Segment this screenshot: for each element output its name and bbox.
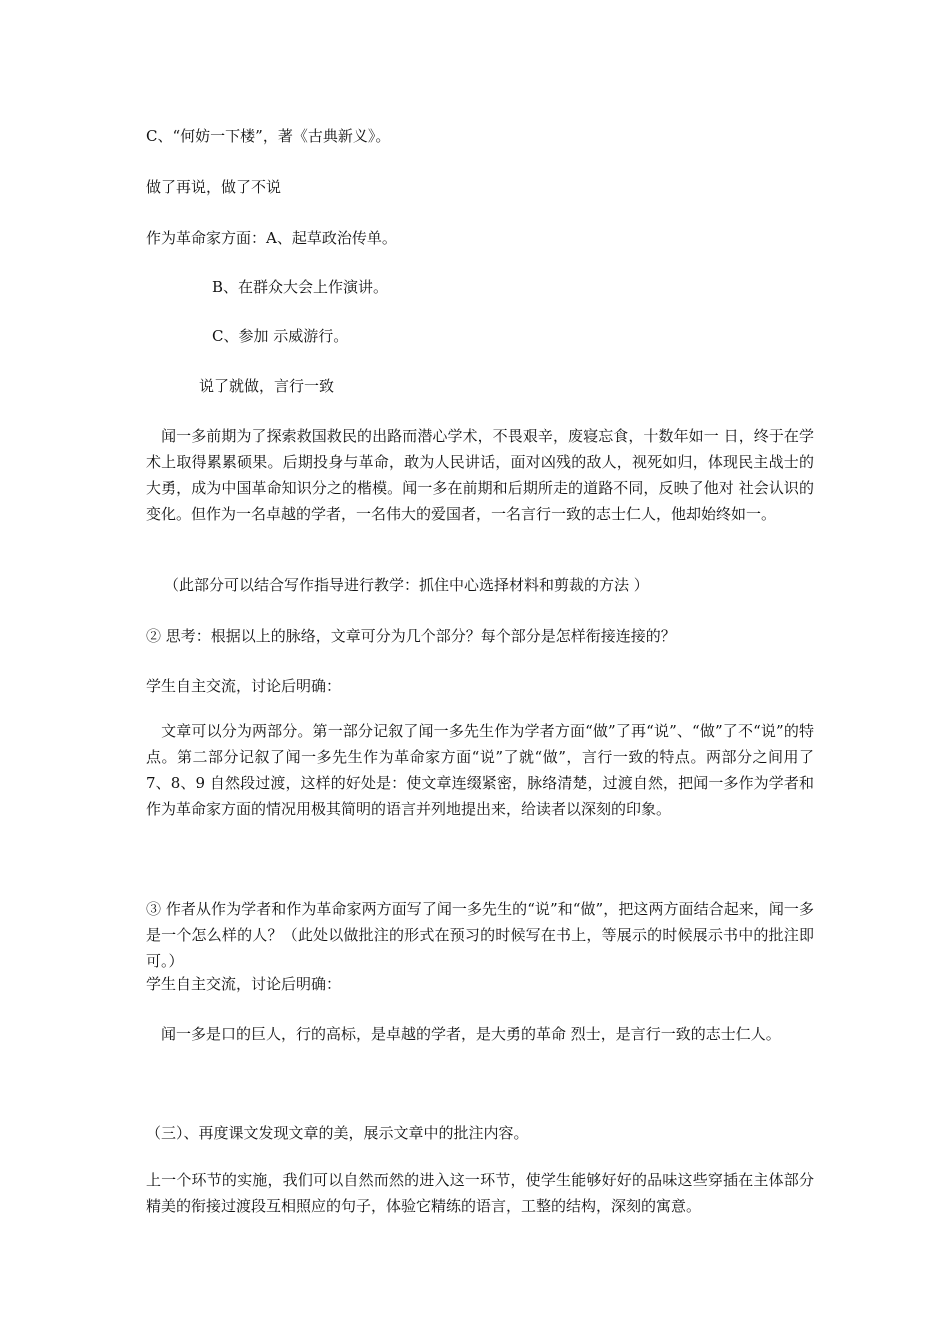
line-revolutionary-b: B、在群众大会上作演讲。: [212, 278, 389, 296]
discussion-label: 学生自主交流，讨论后明确：: [146, 677, 342, 695]
line-revolutionary-a: 作为革命家方面：A、起草政治传单。: [146, 229, 397, 247]
paragraph-structure: 文章可以分为两部分。第一部分记叙了闻一多先生作为学者方面“做”了再“说”、“做”了不“说”的特点。第二部分记叙了闻一多先生作为革命家方面“说”了就“做”，言行一致的特点。两部分之间用了 7、8、9 自然段过渡，这样的好处是：使文章连缀紧密，脉络清楚，过渡自然，把闻一多作为学者和作为革命家方面的情况用极其简明的语言并列地提出来，给读者以深刻的印象。: [146, 722, 814, 818]
paragraph-wen-yiduo-summary: 闻一多前期为了探索救国救民的出路而潜心学术，不畏艰辛，废寝忘食，十数年如一 日，终于在学术上取得累累硕果。后期投身与革命，敢为人民讲话，面对凶残的敌人，视死如归，体现民主战士的大勇，成为中国革命知识分之的楷模。闻一多在前期和后期所走的道路不同，反映了他对 社会认识的变化。但作为一名卓越的学者，一名伟大的爱国者，一名言行一致的志士仁人，他却始终如一。: [146, 427, 814, 523]
paragraph-next-step: 上一个环节的实施，我们可以自然而然的进入这一环节，使学生能够好好的品味这些穿插在主体部分精美的衔接过渡段互相照应的句子，体验它精练的语言，工整的结构，深刻的寓意。: [146, 1171, 814, 1215]
line-revolutionary-c: C、参加 示威游行。: [212, 327, 349, 345]
question-3: ③ 作者从作为学者和作为革命家两方面写了闻一多先生的“说”和“做”，把这两方面结合起来，闻一多是一个怎么样的人？（此处以做批注的形式在预习的时候写在书上，等展示的时候展示书中的批注即可。）: [146, 900, 814, 970]
line-scholar-summary: 做了再说，做了不说: [146, 178, 282, 196]
paragraph-conclusion: 闻一多是口的巨人，行的高标，是卓越的学者，是大勇的革命 烈士，是言行一致的志士仁人。: [146, 1025, 781, 1043]
line-revolutionary-summary: 说了就做，言行一致: [199, 377, 335, 395]
discussion-label-2: 学生自主交流，讨论后明确：: [146, 975, 342, 993]
section-heading-3: （三）、再度课文发现文章的美，展示文章中的批注内容。: [146, 1124, 529, 1142]
line-option-c: C、“何妨一下楼”，著《古典新义》。: [146, 127, 391, 145]
teaching-note: （此部分可以结合写作指导进行教学：抓住中心选择材料和剪裁的方法 ）: [164, 576, 649, 594]
question-2: ② 思考：根据以上的脉络，文章可分为几个部分？每个部分是怎样衔接连接的？: [146, 627, 676, 645]
